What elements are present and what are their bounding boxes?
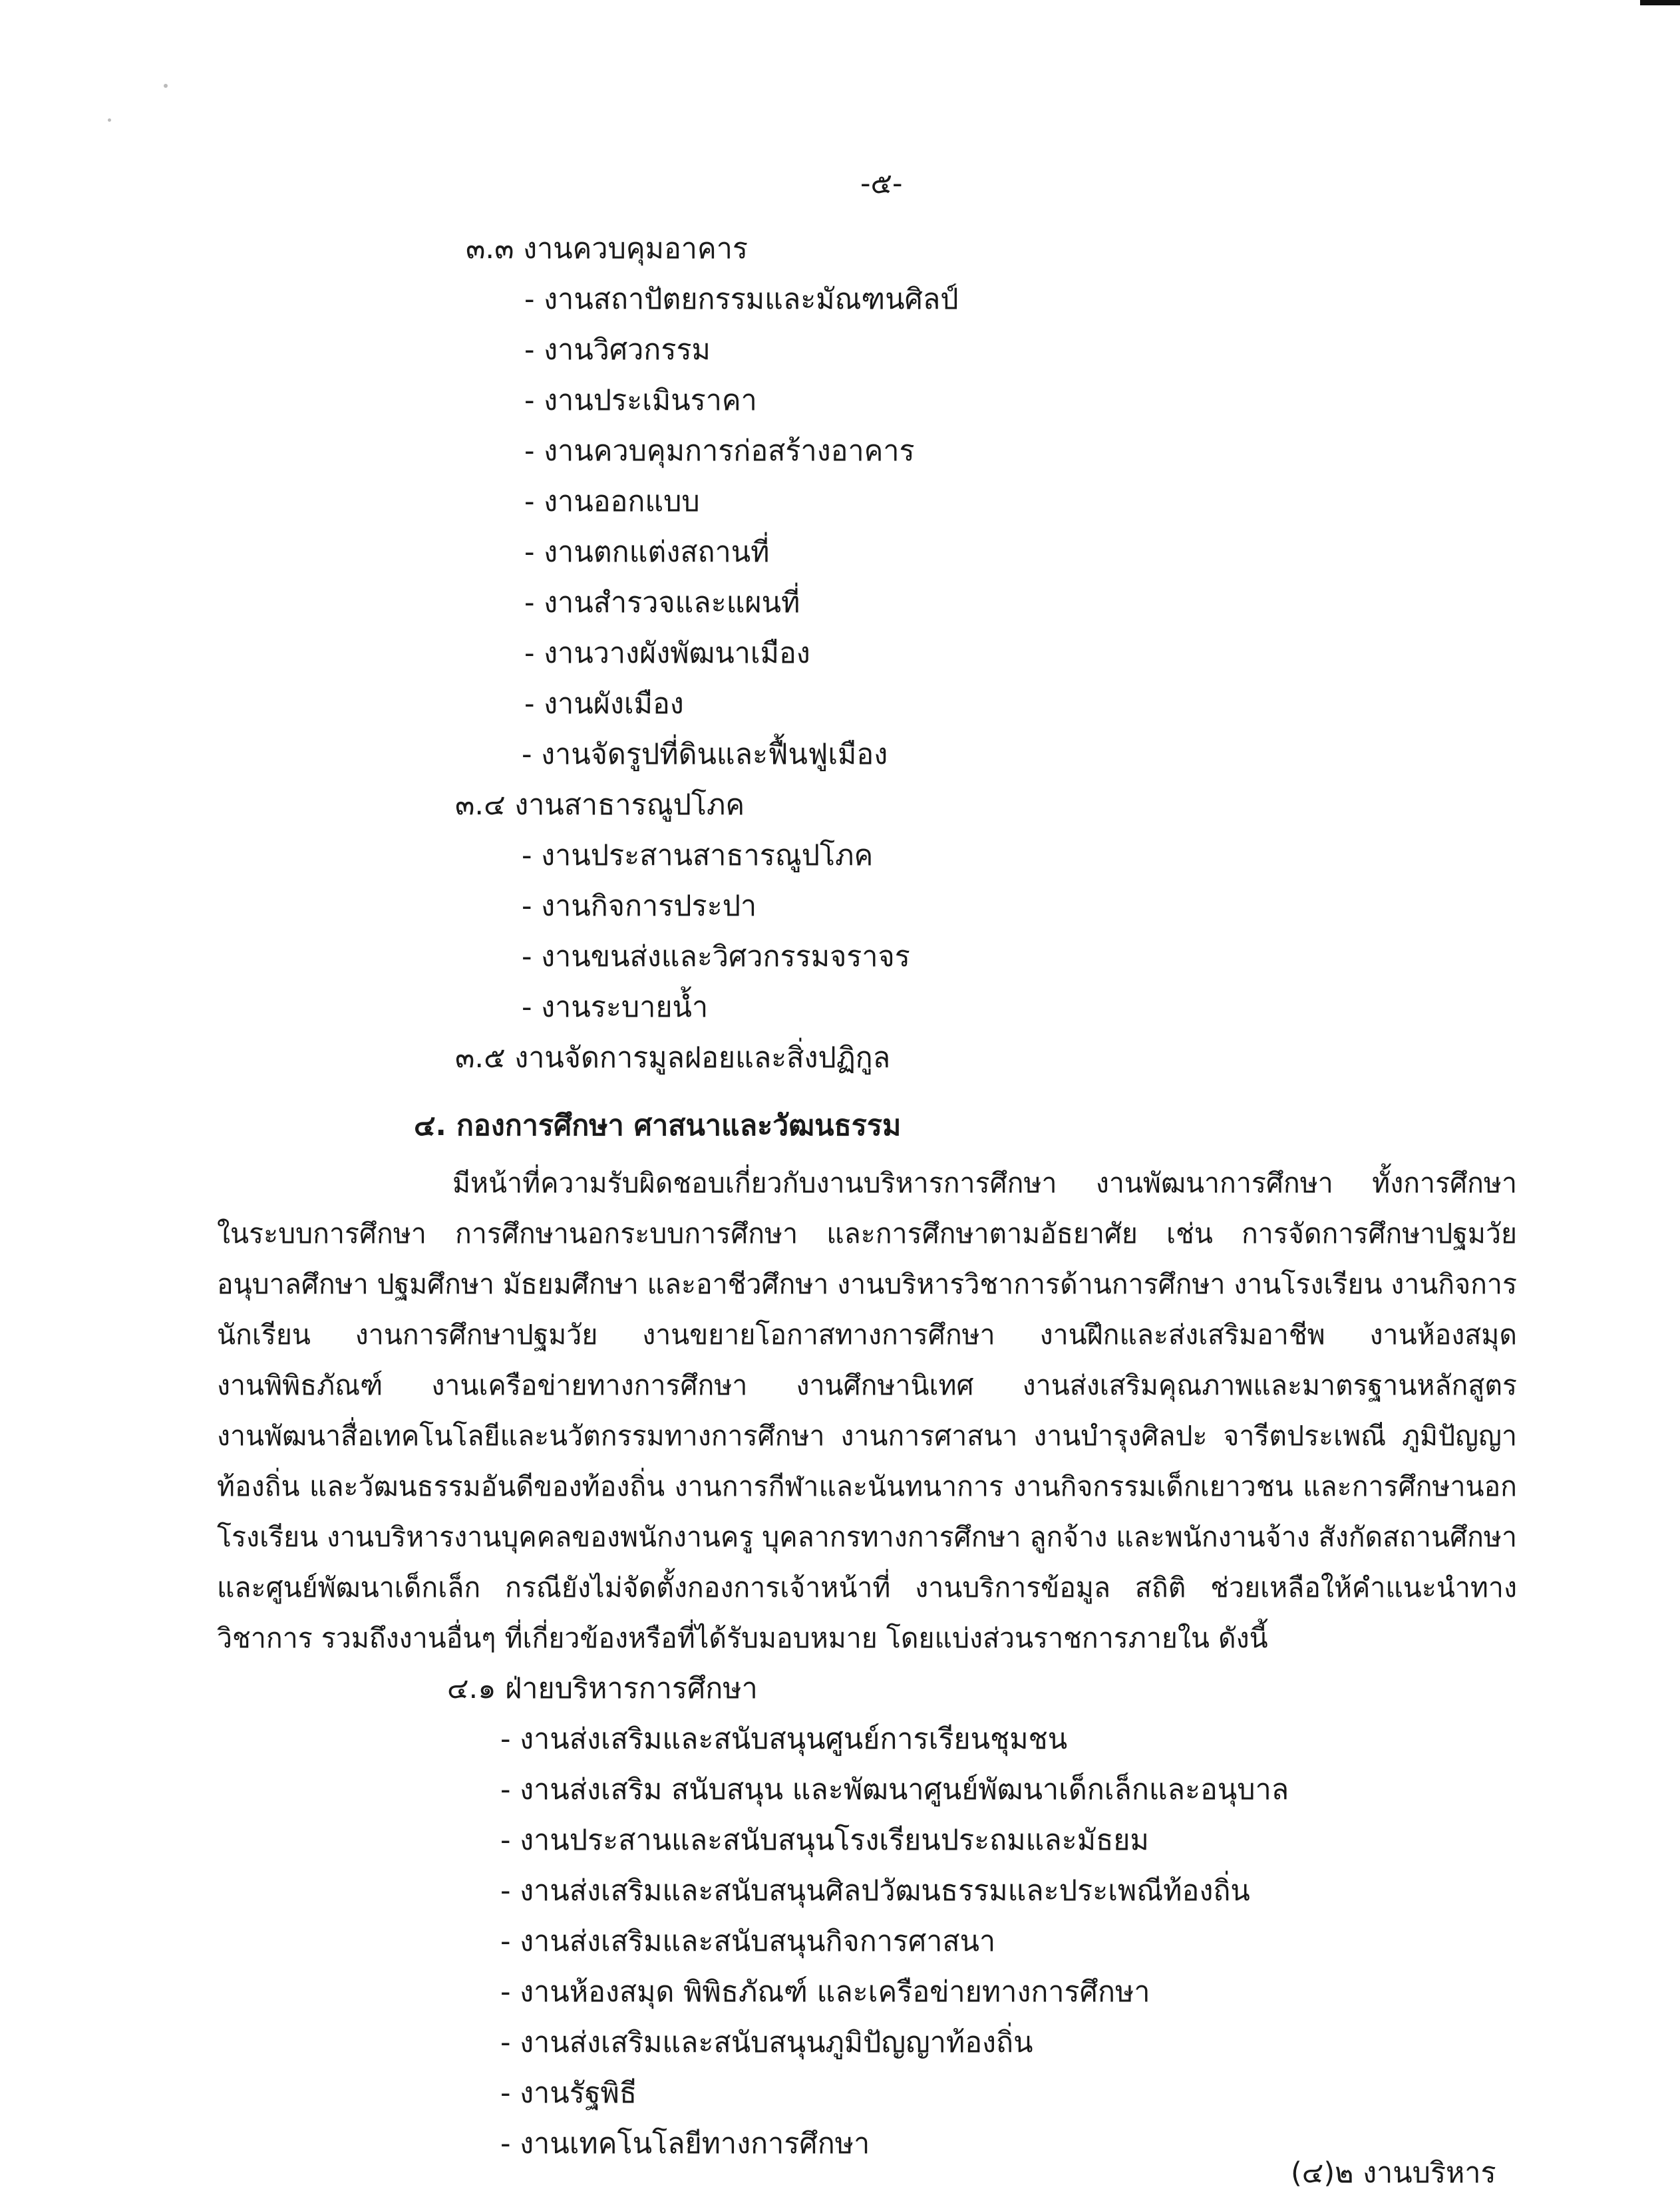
- paragraph-word: งานบริหารงานบุคคลของพนักงานครู: [327, 1521, 754, 1553]
- heading-3-5: ๓.๕ งานจัดการมูลฝอยและสิ่งปฏิกูล: [455, 1041, 891, 1075]
- list-item: - งานส่งเสริมและสนับสนุนกิจการศาสนา: [500, 1925, 996, 1958]
- paragraph-word: สังกัดสถานศึกษา: [1318, 1521, 1517, 1553]
- paragraph-word: บุคลากรทางการศึกษา: [762, 1521, 1021, 1553]
- section-4-heading: ๔. กองการศึกษา ศาสนาและวัฒนธรรม: [414, 1109, 902, 1142]
- paragraph-word: และอาชีวศึกษา: [647, 1268, 829, 1300]
- paragraph-word: จารีตประเพณี: [1223, 1420, 1387, 1452]
- paragraph-word: และวัฒนธรรมอันดีของท้องถิ่น: [309, 1470, 665, 1502]
- scan-edge-mark: [1640, 0, 1680, 5]
- continuation-marker: (๔)๒ งานบริหาร: [1291, 2156, 1496, 2190]
- paragraph-line: [217, 1416, 1517, 1456]
- paragraph-word: สถิติ: [1134, 1572, 1186, 1603]
- paragraph-word: งานเครือข่ายทางการศึกษา: [431, 1369, 748, 1401]
- list-item: - งานสถาปัตยกรรมและมัณฑนศิลป์: [524, 283, 959, 316]
- paragraph-line: [217, 1365, 1517, 1405]
- list-item: - งานจัดรูปที่ดินและฟื้นฟูเมือง: [522, 738, 888, 771]
- paragraph-word: ภูมิปัญญา: [1402, 1420, 1517, 1452]
- paragraph-line: [217, 1214, 1517, 1254]
- paragraph-word: และพนักงานจ้าง: [1116, 1521, 1310, 1553]
- paragraph-word: งานพิพิธภัณฑ์: [217, 1369, 383, 1401]
- page-number: -๕-: [860, 167, 903, 200]
- list-item: - งานส่งเสริมและสนับสนุนภูมิปัญญาท้องถิ่น: [500, 2026, 1033, 2059]
- scan-speck: [164, 84, 168, 88]
- paragraph-word: งานฝึกและส่งเสริมอาชีพ: [1039, 1319, 1325, 1351]
- paragraph-word: งานการศึกษาปฐมวัย: [355, 1319, 598, 1351]
- list-item: - งานประสานสาธารณูปโภค: [522, 839, 874, 872]
- heading-4-1: ๔.๑ ฝ่ายบริหารการศึกษา: [447, 1672, 758, 1705]
- paragraph-word: งานขยายโอกาสทางการศึกษา: [642, 1319, 995, 1351]
- paragraph-word: งานพัฒนาสื่อเทคโนโลยีและนวัตกรรมทางการศึกษา: [217, 1420, 825, 1452]
- paragraph-word: การจัดการศึกษาปฐมวัย: [1241, 1218, 1517, 1250]
- paragraph-word: งานส่งเสริมคุณภาพและมาตรฐานหลักสูตร: [1022, 1369, 1517, 1401]
- paragraph-word: โรงเรียน: [217, 1521, 319, 1553]
- list-item: - งานระบายน้ำ: [522, 991, 709, 1024]
- list-item: - งานเทคโนโลยีทางการศึกษา: [500, 2127, 870, 2160]
- list-item: - งานประเมินราคา: [524, 384, 757, 417]
- paragraph-line: [217, 1568, 1517, 1607]
- paragraph-word: งานโรงเรียน: [1234, 1268, 1383, 1300]
- paragraph-word: ทั้งการศึกษา: [1372, 1167, 1517, 1199]
- paragraph-word: งานการศาสนา: [840, 1420, 1018, 1452]
- list-item: - งานกิจการประปา: [522, 890, 757, 923]
- paragraph-word: ปฐมศึกษา: [377, 1268, 495, 1300]
- paragraph-word: งานการกีฬาและนันทนาการ: [674, 1470, 1004, 1502]
- list-item: - งานส่งเสริมและสนับสนุนศิลปวัฒนธรรมและประเพณีท้องถิ่น: [500, 1874, 1250, 1908]
- paragraph-word: งานบำรุงศิลปะ: [1033, 1420, 1208, 1452]
- paragraph-word: มีหน้าที่ความรับผิดชอบเกี่ยวกับงานบริหารการศึกษา: [452, 1167, 1057, 1199]
- paragraph-word: เช่น: [1166, 1218, 1213, 1250]
- paragraph-line: [217, 1264, 1517, 1304]
- paragraph-line: [217, 1517, 1517, 1557]
- paragraph-word: และศูนย์พัฒนาเด็กเล็ก: [217, 1572, 481, 1603]
- paragraph-word: งานกิจการ: [1391, 1268, 1517, 1300]
- list-item: - งานรัฐพิธี: [500, 2077, 637, 2110]
- paragraph-line: [452, 1163, 1517, 1203]
- paragraph-word: และการศึกษาตามอัธยาศัย: [826, 1218, 1138, 1250]
- paragraph-word: ท้องถิ่น: [217, 1470, 300, 1502]
- paragraph-word: งานกิจกรรมเด็กเยาวชน: [1013, 1470, 1293, 1502]
- paragraph-word: และการศึกษานอก: [1303, 1470, 1517, 1502]
- list-item: - งานออกแบบ: [524, 485, 700, 518]
- paragraph-word: งานห้องสมุด: [1369, 1319, 1517, 1351]
- paragraph-word: กรณียังไม่จัดตั้งกองการเจ้าหน้าที่: [505, 1572, 891, 1603]
- list-item: - งานส่งเสริม สนับสนุน และพัฒนาศูนย์พัฒนาเด็กเล็กและอนุบาล: [500, 1773, 1289, 1806]
- list-item: - งานขนส่งและวิศวกรรมจราจร: [522, 940, 910, 973]
- paragraph-word: การศึกษานอกระบบการศึกษา: [455, 1218, 798, 1250]
- heading-3-4: ๓.๔ งานสาธารณูปโภค: [455, 788, 745, 822]
- list-item: - งานตกแต่งสถานที่: [524, 536, 770, 569]
- list-item: - งานผังเมือง: [524, 687, 684, 721]
- paragraph-word: งานบริการข้อมูล: [915, 1572, 1111, 1603]
- paragraph-word: อนุบาลศึกษา: [217, 1268, 369, 1300]
- paragraph-word: ช่วยเหลือให้คำแนะนำทาง: [1210, 1572, 1517, 1603]
- heading-3-3: ๓.๓ งานควบคุมอาคาร: [466, 232, 748, 265]
- list-item: - งานวิศวกรรม: [524, 333, 711, 367]
- paragraph-line: วิชาการ รวมถึงงานอื่นๆ ที่เกี่ยวข้องหรือที่ได้รับมอบหมาย โดยแบ่งส่วนราชการภายใน ดังนี้: [217, 1622, 1268, 1654]
- paragraph-word: มัธยมศึกษา: [502, 1268, 639, 1300]
- paragraph-word: งานศึกษานิเทศ: [796, 1369, 974, 1401]
- scan-speck: [108, 118, 111, 122]
- list-item: - งานส่งเสริมและสนับสนุนศูนย์การเรียนชุมชน: [500, 1723, 1068, 1756]
- list-item: - งานประสานและสนับสนุนโรงเรียนประถมและมัธยม: [500, 1824, 1149, 1857]
- list-item: - งานสำรวจและแผนที่: [524, 586, 800, 619]
- paragraph-word: งานพัฒนาการศึกษา: [1095, 1167, 1333, 1199]
- list-item: - งานห้องสมุด พิพิธภัณฑ์ และเครือข่ายทางการศึกษา: [500, 1975, 1150, 2009]
- paragraph-word: ลูกจ้าง: [1029, 1521, 1108, 1553]
- paragraph-line: [217, 1315, 1517, 1355]
- paragraph-word: นักเรียน: [217, 1319, 311, 1351]
- paragraph-line: [217, 1466, 1517, 1506]
- list-item: - งานวางผังพัฒนาเมือง: [524, 637, 810, 670]
- paragraph-word: งานบริหารวิชาการด้านการศึกษา: [837, 1268, 1226, 1300]
- paragraph-word: ในระบบการศึกษา: [217, 1218, 426, 1250]
- list-item: - งานควบคุมการก่อสร้างอาคาร: [524, 434, 915, 468]
